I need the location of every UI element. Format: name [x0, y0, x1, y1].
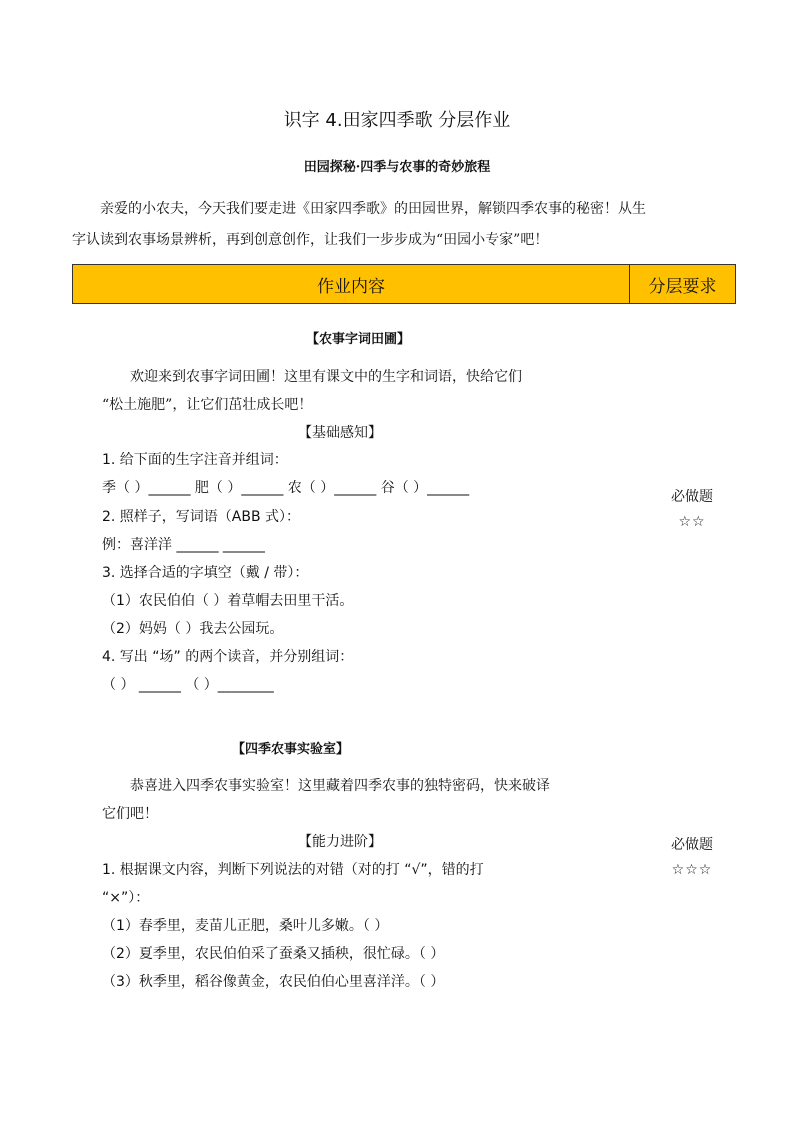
section1-intro-1: 欢迎来到农事字词田圃！这里有课文中的生字和词语，快给它们 [130, 369, 522, 385]
section1-title: 【农事字词田圃】 [306, 332, 411, 347]
intro-line-1: 亲爱的小农夫，今天我们要走进《田家四季歌》的田园世界，解锁四季农事的秘密！从生 [100, 201, 646, 217]
s2-line-3: （1）春季里，麦苗儿正肥，桑叶儿多嫩。（ ） [102, 918, 389, 934]
section1-stars: ☆☆ [678, 514, 706, 530]
s1-line-6: （1）农民伯伯（ ）着草帽去田里干活。 [102, 593, 354, 609]
section2-intro-2: 它们吧！ [102, 806, 158, 822]
section2-title: 【四季农事实验室】 [232, 742, 350, 757]
table-header [72, 264, 736, 304]
s1-line-5: 3. 选择合适的字填空（戴 / 带）： [102, 565, 309, 581]
header-level-cell: 分层要求 [648, 276, 717, 297]
s2-line-2: “×”）： [102, 890, 150, 906]
s1-line-7: （2）妈妈（ ）我去公园玩。 [102, 621, 284, 637]
section1-level-title: 【基础感知】 [298, 425, 382, 441]
section2-stars: ☆☆☆ [671, 862, 713, 878]
section2-requirement: 必做题 [671, 837, 713, 853]
document-title: 识字 4.田家四季歌 分层作业 [283, 110, 511, 131]
s1-line-2: 季（ ）______ 肥（ ）______ 农（ ）______ 谷（ ）______ [102, 480, 470, 496]
s2-line-5: （3）秋季里，稻谷像黄金，农民伯伯心里喜洋洋。（ ） [102, 974, 445, 990]
document-subtitle: 田园探秘·四季与农事的奇妙旅程 [303, 160, 491, 175]
s2-line-4: （2）夏季里，农民伯伯采了蚕桑又插秧，很忙碌。（ ） [102, 946, 445, 962]
s1-line-9: （ ） ______ （ ）________ [102, 677, 274, 693]
section2-level-title: 【能力进阶】 [298, 834, 382, 850]
section1-requirement: 必做题 [671, 489, 713, 505]
s1-line-3: 2. 照样子，写词语（ABB 式）： [102, 509, 301, 525]
s2-line-1: 1. 根据课文内容，判断下列说法的对错（对的打 “√”，错的打 [102, 862, 484, 878]
intro-line-2: 字认读到农事场景辨析，再到创意创作，让我们一步步成为“田园小专家”吧！ [72, 232, 549, 248]
s1-line-8: 4. 写出 “场” 的两个读音，并分别组词： [102, 649, 354, 665]
section1-intro-2: “松土施肥”，让它们茁壮成长吧！ [102, 397, 313, 413]
header-content-cell: 作业内容 [73, 265, 630, 303]
section2-intro-1: 恭喜进入四季农事实验室！这里藏着四季农事的独特密码，快来破译 [130, 778, 550, 794]
s1-line-4: 例：喜洋洋 ______ ______ [102, 537, 265, 553]
s1-line-1: 1. 给下面的生字注音并组词： [102, 452, 288, 468]
